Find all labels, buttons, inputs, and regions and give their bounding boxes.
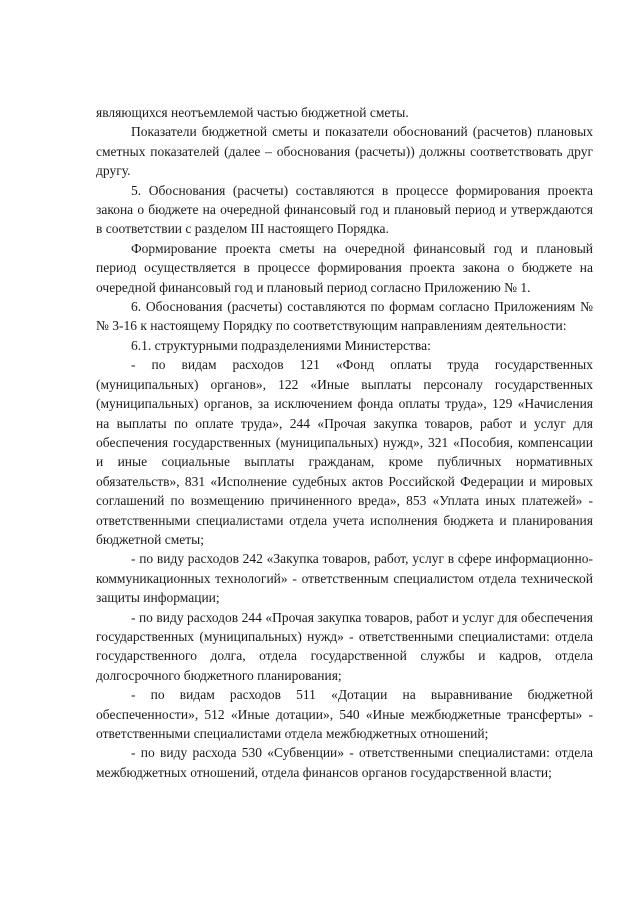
paragraph-item-5: 5. Обоснования (расчеты) составляются в процессе формирования проекта закона о бюджете на очередной финансовый год и плановый период и утверждаются в соответствии с разделом III настоящего Порядка.	[96, 182, 593, 237]
paragraph-indicators-correspondence: Показатели бюджетной сметы и показатели обоснований (расчетов) плановых сметных показателей (далее – обоснования (расчеты)) должны соответствовать друг другу.	[96, 124, 593, 179]
paragraph-estimate-formation: Формирование проекта сметы на очередной финансовый год и плановый период осуществляется в процессе формирования проекта закона о бюджете на очередной финансовый год и плановый период согласно Приложению № 1.	[96, 240, 593, 295]
list-item-expense-type-242: - по виду расходов 242 «Закупка товаров, работ, услуг в сфере информационно-коммуникационных технологий» - ответственным специалистом отдела технической защиты информации;	[96, 551, 593, 606]
paragraph-item-6: 6. Обоснования (расчеты) составляются по формам согласно Приложениям №№ 3-16 к настоящему Порядку по соответствующим направлениям деятельности:	[96, 299, 593, 334]
list-item-expense-type-244: - по виду расходов 244 «Прочая закупка товаров, работ и услуг для обеспечения государственных (муниципальных) нужд» - ответственными специалистами: отдела государственного долга, отдела государственной службы и кадров, отдела долгосрочного бюджетного планирования;	[96, 609, 593, 683]
paragraph-item-6-1: 6.1. структурными подразделениями Министерства:	[131, 337, 431, 353]
document-body	[96, 103, 593, 782]
paragraph-continuation: являющихся неотъемлемой частью бюджетной сметы.	[96, 105, 409, 120]
list-item-expense-type-530: - по виду расхода 530 «Субвенции» - ответственными специалистами: отдела межбюджетных отношений, отдела финансов органов государственной власти;	[96, 745, 593, 780]
list-item-expense-types-511: - по видам расходов 511 «Дотации на выравнивание бюджетной обеспеченности», 512 «Иные дотации», 540 «Иные межбюджетные трансферты» - ответственными специалистами отдела межбюджетных отношений;	[96, 687, 593, 741]
list-item-expense-types-121: - по видам расходов 121 «Фонд оплаты труда государственных (муниципальных) органов», 122 «Иные выплаты персоналу государственных (муниципальных) органов, за исключением фонда оплаты труда», 129 «Начисления на выплаты по оплате труда», 244 «Прочая закупка товаров, работ и услуг для обеспечения государственных (муниципальных) нужд», 321 «Пособия, компенсации и иные социальные выплаты гражданам, кроме публичных нормативных обязательств», 831 «Исполнение судебных актов Российской Федерации и мировых соглашений по возмещению причиненного вреда», 853 «Уплата иных платежей» - ответственными специалистами отдела учета исполнения бюджета и планирования бюджетной сметы;	[96, 357, 593, 547]
